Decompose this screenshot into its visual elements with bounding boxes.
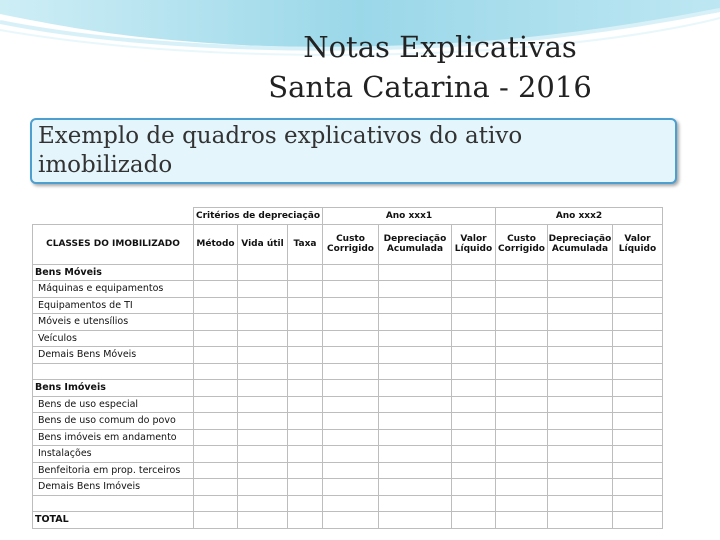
table-cell [323,446,379,463]
table-cell [452,479,496,496]
table-cell [323,347,379,364]
table-cell [194,363,238,380]
table-cell [323,314,379,331]
table-cell [548,297,613,314]
table-cell [379,347,452,364]
table-cell [613,495,663,512]
table-cell [323,462,379,479]
table-cell [238,330,288,347]
table-cell [379,281,452,298]
table-cell [452,363,496,380]
table-cell [452,413,496,430]
table-cell [496,363,548,380]
subtitle-box [30,118,677,184]
table-cell [194,330,238,347]
table-cell [238,479,288,496]
table-cell [496,446,548,463]
table-cell [288,297,323,314]
table-row-label: Bens imóveis em andamento [33,429,194,446]
table-cell [194,396,238,413]
table-cell [496,347,548,364]
table-cell [379,363,452,380]
table-row-label: Equipamentos de TI [33,297,194,314]
table-cell [548,380,613,397]
table-cell [548,512,613,529]
table-cell [452,446,496,463]
table-cell [323,479,379,496]
col-custo-2: Custo Corrigido [496,224,548,264]
section-bens-imoveis: Bens Imóveis [33,380,194,397]
slide-title-line1: Notas Explicativas [303,30,577,64]
col-depreciacao-1: Depreciação Acumulada [379,224,452,264]
table-cell [288,264,323,281]
table-cell [288,396,323,413]
table-cell [323,297,379,314]
classes-header: CLASSES DO IMOBILIZADO [33,224,194,264]
table-row-label: Demais Bens Móveis [33,347,194,364]
table-row-label: Móveis e utensílios [33,314,194,331]
table-cell [33,495,194,512]
table-cell [613,413,663,430]
table-cell [288,429,323,446]
table-cell [238,413,288,430]
table-cell [238,429,288,446]
table-cell [613,314,663,331]
table-cell [33,363,194,380]
table-cell [496,264,548,281]
table-cell [323,396,379,413]
table-cell [238,363,288,380]
table-cell [496,314,548,331]
table-cell [238,495,288,512]
table-cell [379,512,452,529]
table-cell [613,396,663,413]
table-cell [548,429,613,446]
table-cell [548,446,613,463]
table-cell [452,429,496,446]
table-cell [548,363,613,380]
table-cell [323,380,379,397]
table-row-label: Demais Bens Imóveis [33,479,194,496]
table-cell [548,281,613,298]
table-cell [496,429,548,446]
table-cell [379,413,452,430]
table-cell [613,330,663,347]
table-cell [288,479,323,496]
table-cell [238,462,288,479]
table-cell [379,297,452,314]
table-cell [452,297,496,314]
table-row-total: TOTAL [33,512,194,529]
table-cell [496,495,548,512]
table-row-label: Máquinas e equipamentos [33,281,194,298]
col-depreciacao-2: Depreciação Acumulada [548,224,613,264]
table-cell [194,380,238,397]
table-cell [288,512,323,529]
col-metodo: Método [194,224,238,264]
table-cell [288,314,323,331]
col-valor-2: Valor Líquido [613,224,663,264]
table-cell [496,297,548,314]
table-cell [496,380,548,397]
table-cell [194,495,238,512]
header-criterios: Critérios de depreciação [194,208,323,225]
subtitle-text: Exemplo de quadros explicativos do ativo imobilizado [38,123,523,178]
table-cell [194,446,238,463]
table-cell [194,347,238,364]
table-cell [238,512,288,529]
col-vida-util: Vida útil [238,224,288,264]
table-cell [323,429,379,446]
table-cell [613,462,663,479]
table-cell [496,462,548,479]
table-cell [288,446,323,463]
table-cell [379,495,452,512]
table-cell [496,512,548,529]
table-cell [379,479,452,496]
table-cell [323,264,379,281]
table-cell [496,396,548,413]
table-cell [194,479,238,496]
table-cell [194,413,238,430]
table-cell [379,380,452,397]
table-cell [238,281,288,298]
table-cell [379,446,452,463]
table-cell [379,330,452,347]
table-cell [323,363,379,380]
table-cell [548,495,613,512]
table-cell [613,281,663,298]
table-cell [548,314,613,331]
table-cell [452,380,496,397]
table-cell [194,512,238,529]
table-cell [194,429,238,446]
table-cell [452,347,496,364]
table-cell [548,396,613,413]
table-cell [379,429,452,446]
table-cell [194,297,238,314]
table-cell [452,330,496,347]
table-cell [194,462,238,479]
table-cell [548,347,613,364]
table-cell [379,462,452,479]
table-cell [379,264,452,281]
table-cell [548,413,613,430]
table-cell [288,281,323,298]
table-cell [33,208,194,225]
table-cell [238,446,288,463]
table-cell [452,495,496,512]
table-cell [238,264,288,281]
table-cell [548,479,613,496]
table-row-label: Benfeitoria em prop. terceiros [33,462,194,479]
table-cell [613,512,663,529]
table-cell [452,512,496,529]
table-cell [379,396,452,413]
table-cell [613,446,663,463]
table-cell [238,314,288,331]
table-cell [323,413,379,430]
table-cell [288,347,323,364]
table-cell [288,363,323,380]
table-cell [613,479,663,496]
section-bens-moveis: Bens Móveis [33,264,194,281]
table-row-label: Veículos [33,330,194,347]
table-cell [194,264,238,281]
col-taxa: Taxa [288,224,323,264]
table-cell [496,479,548,496]
table-cell [288,462,323,479]
table-cell [288,413,323,430]
table-row-label: Instalações [33,446,194,463]
table-cell [548,330,613,347]
table-cell [194,281,238,298]
table-cell [238,396,288,413]
table-cell [379,314,452,331]
table-cell [238,380,288,397]
table-cell [323,512,379,529]
table-cell [323,281,379,298]
table-cell [452,281,496,298]
table-cell [452,462,496,479]
table-cell [288,330,323,347]
table-cell [288,380,323,397]
table-cell [613,429,663,446]
table-cell [613,347,663,364]
col-custo-1: Custo Corrigido [323,224,379,264]
table-cell [238,297,288,314]
table-row-label: Bens de uso especial [33,396,194,413]
col-valor-1: Valor Líquido [452,224,496,264]
header-ano2: Ano xxx2 [496,208,663,225]
asset-table [32,207,663,529]
table-cell [613,264,663,281]
table-cell [613,297,663,314]
table-cell [452,396,496,413]
table-cell [323,330,379,347]
table-cell [548,264,613,281]
table-cell [496,330,548,347]
table-cell [452,264,496,281]
header-ano1: Ano xxx1 [323,208,496,225]
table-cell [238,347,288,364]
table-cell [288,495,323,512]
table-cell [548,462,613,479]
table-cell [323,495,379,512]
table-cell [496,413,548,430]
table-cell [194,314,238,331]
table-cell [452,314,496,331]
table-cell [613,363,663,380]
table-cell [613,380,663,397]
table-row-label: Bens de uso comum do povo [33,413,194,430]
table-cell [496,281,548,298]
slide-title-line2: Santa Catarina - 2016 [268,70,592,104]
